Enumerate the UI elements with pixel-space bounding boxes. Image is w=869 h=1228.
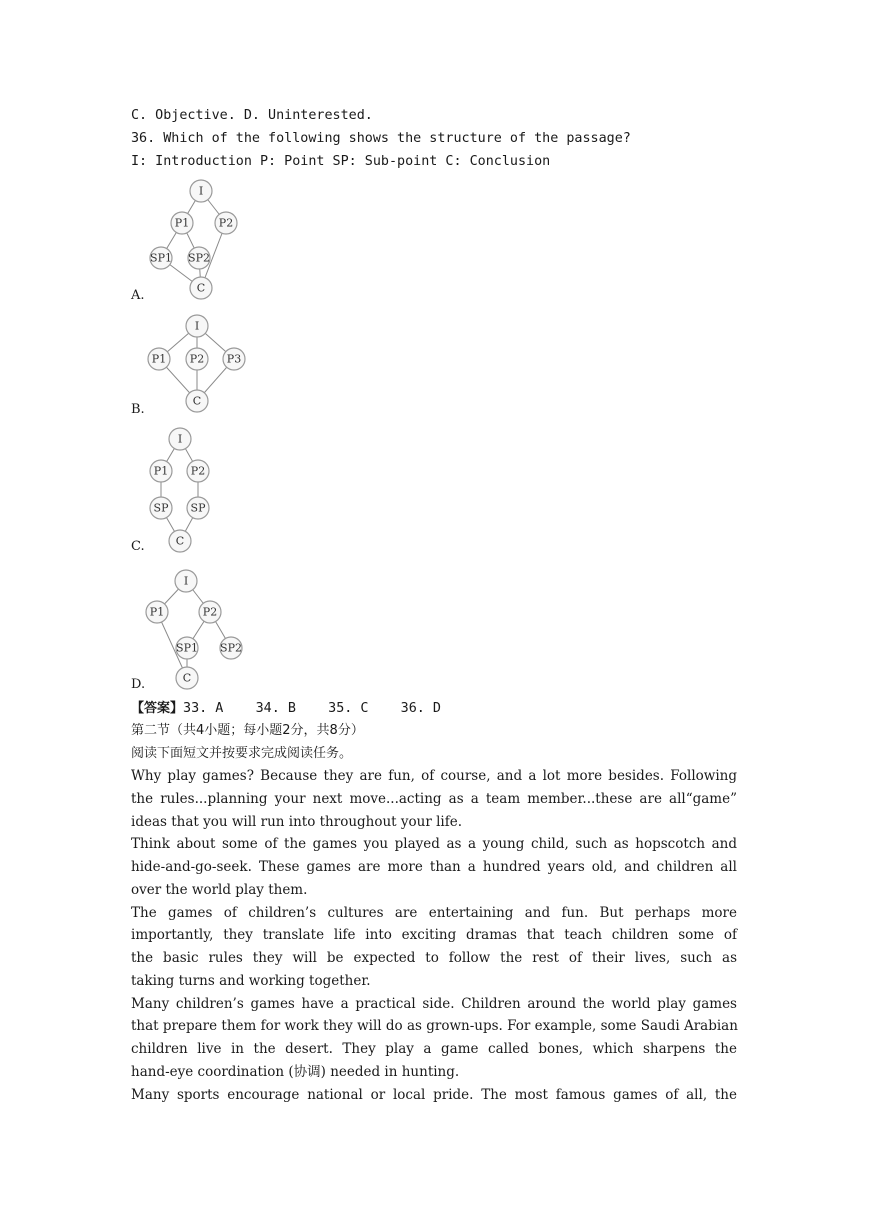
answer-line xyxy=(131,697,737,721)
node-label: P2 xyxy=(218,216,234,230)
node-label: P2 xyxy=(190,464,206,478)
passage-line: hide-and-go-seek. These games are more than a hundred years old, and children all xyxy=(131,859,737,875)
passage-line: that prepare them for work they will do as grown-ups. For example, some Saudi Arabian xyxy=(131,1018,738,1034)
option-a-label: A. xyxy=(131,288,145,303)
section-instruction: 阅读下面短文并按要求完成阅读任务。 xyxy=(131,746,353,761)
node-label: SP xyxy=(153,501,169,515)
node-label: P1 xyxy=(149,605,165,619)
passage-line: the basic rules they will be expected to follow the rest of their lives, such as xyxy=(131,950,737,966)
passage-line: the rules...planning your next move...acting as a team member...these are all“game” xyxy=(131,791,737,807)
option-c-label: C. xyxy=(131,539,145,554)
option-a-structure-diagram xyxy=(140,176,250,306)
node-label: C xyxy=(175,534,185,548)
passage-line: The games of children’s cultures are entertaining and fun. But perhaps more xyxy=(131,905,737,921)
option-c-structure-diagram xyxy=(140,425,230,555)
node-label: C xyxy=(192,394,202,408)
answer-bracket: 【答案】 xyxy=(131,701,184,716)
node-label: SP2 xyxy=(188,251,210,265)
node-label: SP1 xyxy=(176,641,198,655)
node-label: P1 xyxy=(153,464,169,478)
option-b-label: B. xyxy=(131,402,145,417)
passage-line: over the world play them. xyxy=(131,882,308,898)
passage-line: hand-eye coordination (协调) needed in hunting. xyxy=(131,1064,460,1080)
node-label: SP xyxy=(190,501,206,515)
node-label: P1 xyxy=(151,352,167,366)
node-label: I xyxy=(194,319,200,333)
answer-text: 33. A 34. B 35. C 36. D xyxy=(183,701,441,716)
question-36-legend: I: Introduction P: Point SP: Sub-point C: Conclusion xyxy=(131,154,551,169)
question-36-stem: 36. Which of the following shows the structure of the passage? xyxy=(131,131,631,146)
option-d-structure-diagram xyxy=(140,567,250,692)
node-label: I xyxy=(177,432,183,446)
section-heading: 第二节（共4小题；每小题2分，共8分） xyxy=(131,723,364,738)
passage-line: Many sports encourage national or local pride. The most famous games of all, the xyxy=(131,1087,737,1103)
passage-line: importantly, they translate life into exciting dramas that teach children some of xyxy=(131,927,737,943)
option-b-structure-diagram xyxy=(140,312,250,417)
node-label: P1 xyxy=(174,216,190,230)
node-label: C xyxy=(196,281,206,295)
passage-line: Many children’s games have a practical side. Children around the world play games xyxy=(131,996,737,1012)
node-label: I xyxy=(183,574,189,588)
passage-line: children live in the desert. They play a game called bones, which sharpens the xyxy=(131,1041,737,1057)
passage-line: ideas that you will run into throughout your life. xyxy=(131,814,463,830)
node-label: P3 xyxy=(226,352,242,366)
node-label: P2 xyxy=(202,605,218,619)
node-label: I xyxy=(198,184,204,198)
passage-line: Why play games? Because they are fun, of course, and a lot more besides. Following xyxy=(131,768,737,784)
node-label: SP2 xyxy=(220,641,242,655)
question-35-options-cd: C. Objective. D. Uninterested. xyxy=(131,108,373,123)
passage-line: taking turns and working together. xyxy=(131,973,371,989)
node-label: P2 xyxy=(189,352,205,366)
option-d-label: D. xyxy=(131,677,146,692)
node-label: SP1 xyxy=(150,251,172,265)
node-label: C xyxy=(182,671,192,685)
passage-line: Think about some of the games you played as a young child, such as hopscotch and xyxy=(131,836,737,852)
